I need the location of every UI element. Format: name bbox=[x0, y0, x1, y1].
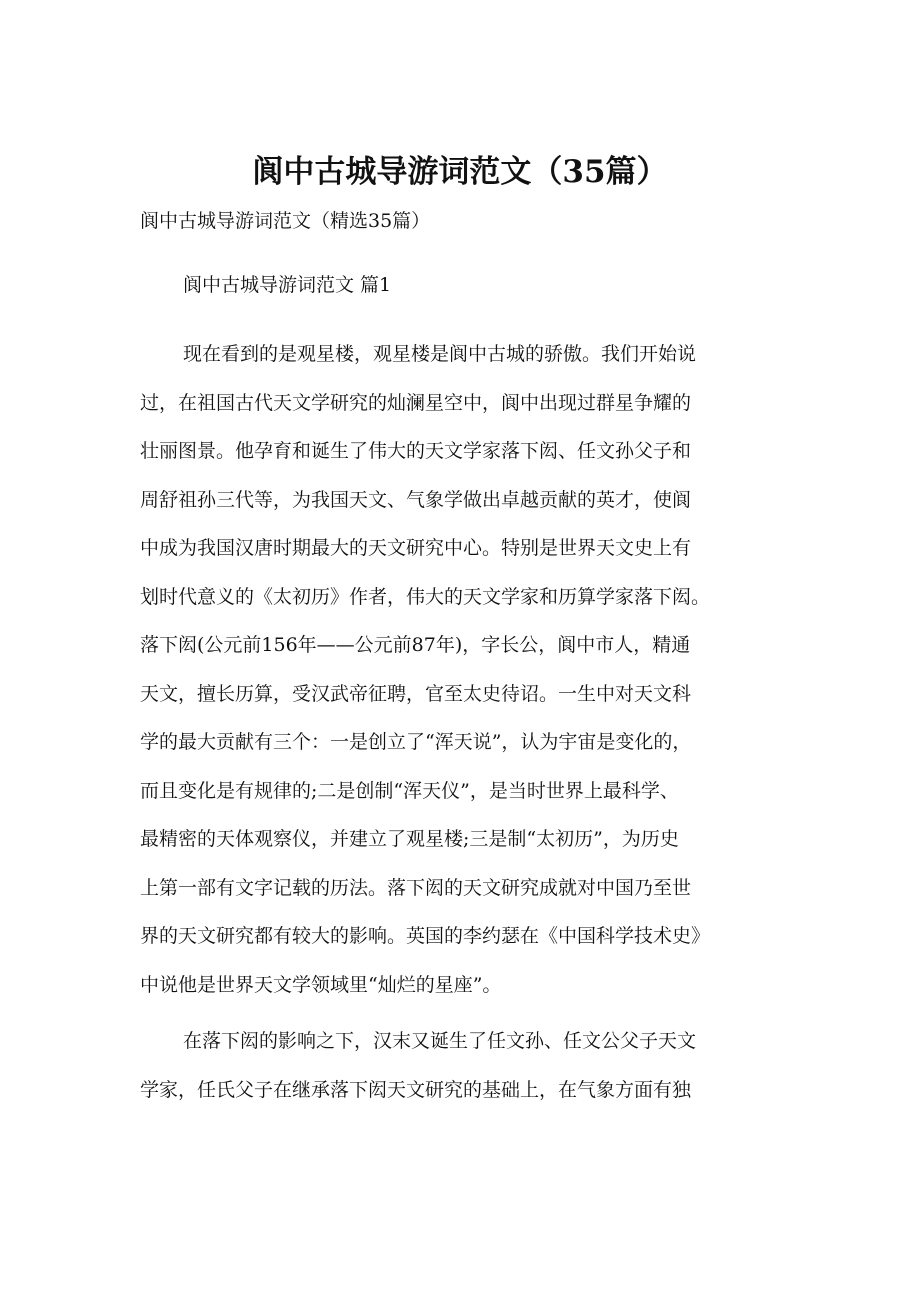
document-title: 阆中古城导游词范文（35篇） bbox=[252, 154, 668, 190]
section-heading: 阆中古城导游词范文 篇1 bbox=[183, 274, 392, 296]
text-line: 过，在祖国古代天文学研究的灿澜星空中，阆中出现过群星争耀的 bbox=[140, 391, 692, 414]
text-line: 而且变化是有规律的;二是创制“浑天仪”，是当时世界上最科学、 bbox=[140, 779, 679, 802]
text-line: 学的最大贡献有三个：一是创立了“浑天说”，认为宇宙是变化的， bbox=[140, 731, 692, 753]
text-line: 周舒祖孙三代等，为我国天文、气象学做出卓越贡献的英才，使阆 bbox=[140, 488, 692, 511]
paragraph-1 bbox=[140, 330, 800, 1009]
text-line: 学家，任氏父子在继承落下闳天文研究的基础上，在气象方面有独 bbox=[140, 1078, 692, 1101]
document-subtitle: 阆中古城导游词范文（精选35篇） bbox=[140, 210, 431, 232]
text-line: 上第一部有文字记载的历法。落下闳的天文研究成就对中国乃至世 bbox=[140, 876, 692, 899]
text-line: 现在看到的是观星楼，观星楼是阆中古城的骄傲。我们开始说 bbox=[183, 343, 697, 365]
text-line: 中说他是世界天文学领域里“灿烂的星座”。 bbox=[140, 973, 502, 996]
text-line: 在落下闳的影响之下，汉末又诞生了任文孙、任文公父子天文 bbox=[183, 1030, 697, 1052]
text-line: 壮丽图景。他孕育和诞生了伟大的天文学家落下闳、任文孙父子和 bbox=[140, 440, 692, 462]
text-line: 最精密的天体观察仪，并建立了观星楼;三是制“太初历”，为历史 bbox=[140, 828, 679, 850]
text-line: 中成为我国汉唐时期最大的天文研究中心。特别是世界天文史上有 bbox=[140, 537, 692, 559]
text-line: 落下闳(公元前156年——公元前87年)，字长公，阆中市人，精通 bbox=[140, 634, 691, 656]
paragraph-2 bbox=[140, 1017, 800, 1114]
text-line: 界的天文研究都有较大的影响。英国的李约瑟在《中国科学技术史》 bbox=[140, 925, 711, 947]
text-line: 天文，擅长历算，受汉武帝征聘，官至太史待诏。一生中对天文科 bbox=[140, 682, 692, 705]
text-line: 划时代意义的《太初历》作者，伟大的天文学家和历算学家落下闳。 bbox=[140, 585, 711, 608]
